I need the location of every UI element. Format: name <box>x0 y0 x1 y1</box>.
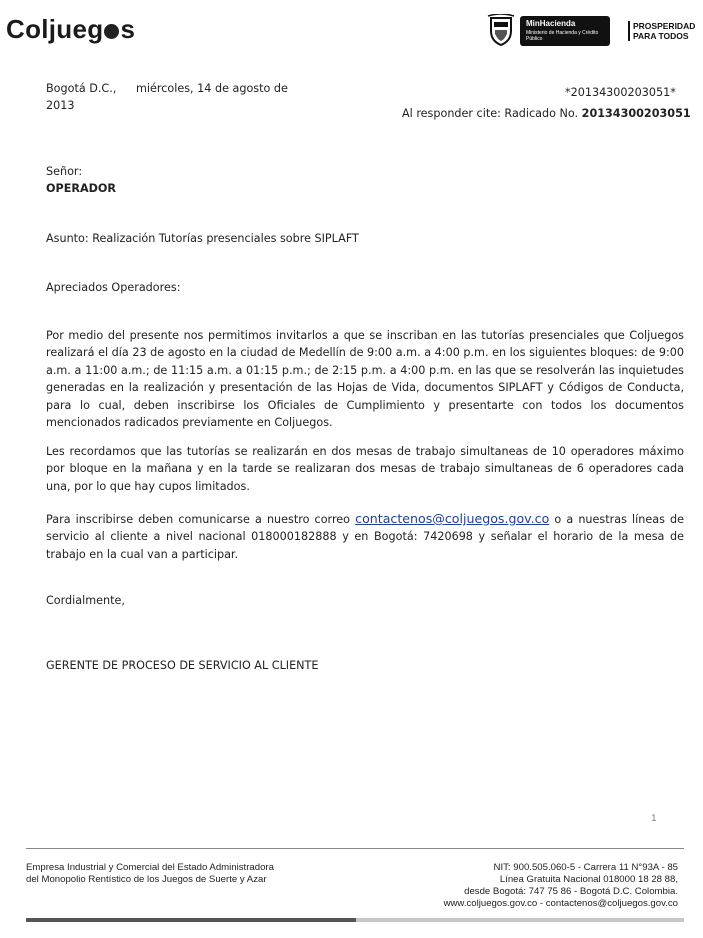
contact-email-link[interactable]: contactenos@coljuegos.gov.co <box>355 511 550 526</box>
footer-right-line-1: NIT: 900.505.060-5 - Carrera 11 N°93A - 85 <box>493 862 678 873</box>
prosperidad-logo <box>628 21 695 41</box>
date-part-1: miércoles, 14 de agosto de <box>136 82 288 95</box>
subject: Asunto: Realización Tutorías presenciales sobre SIPLAFT <box>46 232 359 245</box>
greeting: Apreciados Operadores: <box>46 281 181 294</box>
salutation-title: Señor: <box>46 165 83 178</box>
slogan-line-1: PROSPERIDAD <box>633 21 696 31</box>
footer-right <box>444 862 678 910</box>
ministry-subtitle: Ministerio de Hacienda y Crédito Público <box>526 30 599 42</box>
paragraph-3 <box>46 510 684 563</box>
ministry-name: MinHacienda <box>526 19 576 28</box>
footer-color-bar-dark <box>26 918 356 922</box>
minhacienda-logo <box>520 16 610 46</box>
logo-text-prefix: Coljueg <box>6 14 104 44</box>
date-part-2: 2013 <box>46 99 75 112</box>
footer-left-line-2: del Monopolio Rentístico de los Juegos de Suerte y Azar <box>26 874 267 885</box>
radicado-barcode: *20134300203051* <box>565 86 676 99</box>
footer-right-line-2: Línea Gratuita Nacional 018000 18 28 88, <box>499 874 678 885</box>
paragraph-3-rest: o a nuestras líneas de servicio al cliente a nivel nacional 018000182888 y en Bogotá: 7420698 y señalar el horario de la mesa de trabajo en la cual van a participar. <box>46 513 684 561</box>
coljuegos-logo <box>6 14 135 45</box>
paragraph-3-intro: Para inscribirse deben comunicarse a nuestro correo <box>46 513 356 526</box>
slogan-line-2: PARA TODOS <box>633 31 689 41</box>
footer-divider <box>26 848 684 849</box>
footer-right-line-3: desde Bogotá: 747 75 86 - Bogotá D.C. Colombia. <box>464 886 678 897</box>
city: Bogotá D.C., <box>46 82 117 95</box>
letterhead <box>0 0 703 60</box>
cite-number: 20134300203051 <box>581 107 691 120</box>
colombia-coat-of-arms-icon <box>486 14 516 46</box>
closing: Cordialmente, <box>46 594 125 607</box>
footer-left <box>26 862 274 886</box>
footer-right-line-4: www.coljuegos.gov.co - contactenos@coljuegos.gov.co <box>443 898 678 909</box>
cite-reference <box>402 107 691 120</box>
cite-label: Al responder cite: Radicado No. <box>402 107 582 120</box>
footer-left-line-1: Empresa Industrial y Comercial del Estado Administradora <box>26 862 274 873</box>
signature-title: GERENTE DE PROCESO DE SERVICIO AL CLIENTE <box>46 659 319 672</box>
footer-color-bar <box>26 918 684 922</box>
logo-text-suffix: s <box>120 14 136 44</box>
recipient: OPERADOR <box>46 182 117 195</box>
paragraph-2: Les recordamos que las tutorías se realizarán en dos mesas de trabajo simultaneas de 10 operadores máximo por bloque en la mañana y en la tarde se realizaran dos mesas de trabajo simultaneas de 6 operadores cada una, por lo que hay cupos limitados. <box>46 445 684 493</box>
page-number: 1 <box>651 814 657 824</box>
paragraph-1: Por medio del presente nos permitimos invitarlos a que se inscriban en las tutorías presenciales que Coljuegos realizará el día 23 de agosto en la ciudad de Medellín de 9:00 a.m. a 4:00 p.m. en los siguientes bloques: de 9:00 a.m. a 11:00 a.m.; de 11:15 a.m. a 01:15 p.m.; de 2:15 p.m. a 4:00 p.m. en las que se resolverán las inquietudes generadas en la realización y presentación de las Hojas de Vida, documentos SIPLAFT y Códigos de Conducta, para lo cual, deben inscribirse los Oficiales de Cumplimiento y presentarte con todos los documentos mencionados radicados previamente en Coljuegos. <box>46 329 684 430</box>
ball-icon <box>104 24 119 39</box>
